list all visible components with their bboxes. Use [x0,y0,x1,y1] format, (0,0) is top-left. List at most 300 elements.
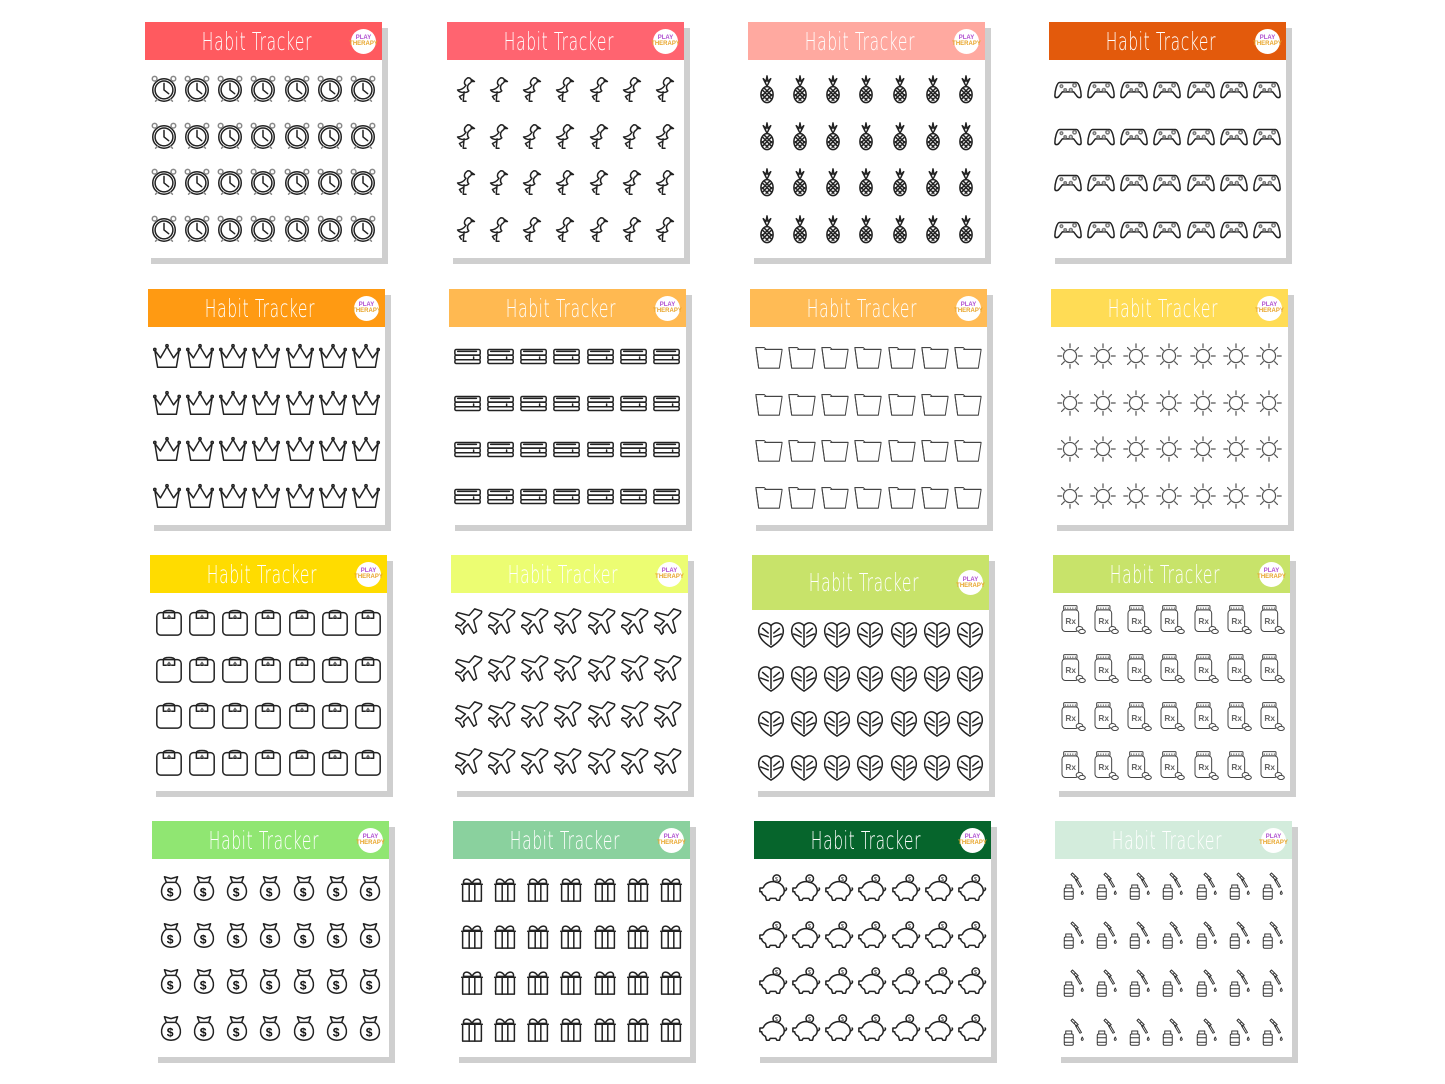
crown-icon [152,481,182,511]
sun-icon [1154,481,1184,511]
gift-icon [556,920,586,950]
pineapple-icon [851,214,881,244]
icon-grid [1053,333,1286,519]
svg-text:$: $ [974,970,978,977]
piggy-bank-icon [758,873,788,903]
airplane-icon [654,747,684,777]
dropper-bottle-icon [1225,967,1255,997]
gift-icon [590,920,620,950]
monstera-leaf-icon [922,708,952,738]
pineapple-icon [818,167,848,197]
airplane-icon [654,654,684,684]
crown-icon [185,434,215,464]
monstera-leaf-icon [955,619,985,649]
money-bag-icon [222,873,252,903]
pill-bottle-icon [1090,653,1120,683]
alarm-clock-icon [215,167,245,197]
folder-icon [887,434,917,464]
sheet-title: Habit Tracker [1107,293,1218,323]
svg-text:$: $ [807,970,811,977]
folder-icon [787,481,817,511]
svg-text:Rx: Rx [1098,761,1109,772]
monstera-leaf-icon [889,663,919,693]
monstera-leaf-icon [922,663,952,693]
play-therapy-logo: PLAY THERAPY [354,296,379,321]
folder-icon [754,481,784,511]
game-controller-icon [1252,121,1282,151]
airplane-icon [488,700,518,730]
pill-bottle-icon [1090,750,1120,780]
crown-icon [218,341,248,371]
svg-text:$: $ [232,885,240,900]
svg-text:Rx: Rx [1164,664,1176,675]
crown-icon [285,481,315,511]
airplane-icon [521,654,551,684]
sheet-header [447,22,684,60]
svg-text:$: $ [874,970,878,977]
gift-icon [656,920,686,950]
pill-bottle-icon [1090,701,1120,731]
svg-text:Rx: Rx [1131,664,1143,675]
game-controller-icon [1186,214,1216,244]
dropper-bottle-icon [1092,870,1122,900]
folder-icon [953,434,983,464]
sun-icon [1254,341,1284,371]
icon-grid [451,333,684,519]
scale-icon [220,700,250,730]
money-bag-icon [189,1013,219,1043]
folder-icon [754,341,784,371]
svg-text:$: $ [366,978,373,993]
svg-text:Rx: Rx [1064,713,1076,724]
flamingo-icon [484,74,514,104]
pineapple-icon [851,167,881,197]
game-controller-icon [1186,121,1216,151]
play-therapy-logo: PLAY THERAPY [358,828,383,853]
books-icon [586,341,616,371]
svg-text:$: $ [166,932,174,947]
flamingo-icon [451,74,481,104]
money-bag-icon [156,1013,186,1043]
scale-icon [253,607,283,637]
monstera-leaf-icon [822,752,852,782]
pineapple-icon [752,74,782,104]
dropper-bottle-icon [1192,967,1222,997]
piggy-bank-icon [891,1013,921,1043]
sun-icon [1188,341,1218,371]
folder-icon [787,434,817,464]
scale-icon [353,607,383,637]
sheet-header [150,555,387,593]
pill-bottle-icon [1190,701,1220,731]
play-therapy-logo: PLAY THERAPY [1259,562,1284,587]
piggy-bank-icon [957,1013,987,1043]
gift-icon [523,966,553,996]
airplane-icon [488,747,518,777]
dropper-bottle-icon [1158,967,1188,997]
alarm-clock-icon [149,74,179,104]
monstera-leaf-icon [955,663,985,693]
play-therapy-logo: PLAY THERAPY [351,29,376,54]
gift-icon [523,873,553,903]
scale-icon [154,607,184,637]
sheet-header [754,821,991,859]
svg-text:$: $ [266,978,274,993]
game-controller-icon [1152,74,1182,104]
piggy-bank-icon [791,1013,821,1043]
svg-text:$: $ [232,932,240,947]
sheet-header [1055,821,1292,859]
alarm-clock-icon [315,214,345,244]
dropper-bottle-icon [1225,870,1255,900]
alarm-clock-icon [348,74,378,104]
pill-bottle-icon [1223,653,1253,683]
books-icon [652,481,682,511]
pineapple-icon [951,74,981,104]
folder-icon [953,481,983,511]
icon-grid [453,599,686,785]
svg-text:$: $ [266,932,274,947]
piggy-bank-icon [824,1013,854,1043]
flamingo-icon [617,121,647,151]
monstera-leaf-icon [789,663,819,693]
monstera-leaf-icon [889,752,919,782]
sun-icon [1254,388,1284,418]
scale-icon [320,654,350,684]
svg-text:Rx: Rx [1064,664,1076,675]
folder-icon [887,481,917,511]
flamingo-icon [484,167,514,197]
pineapple-icon [752,214,782,244]
money-bag-icon [189,920,219,950]
folder-icon [754,388,784,418]
svg-text:$: $ [332,932,340,947]
folder-icon [920,388,950,418]
gift-icon [590,873,620,903]
books-icon [519,341,549,371]
folder-icon [820,481,850,511]
flamingo-icon [451,214,481,244]
svg-text:Rx: Rx [1131,761,1143,772]
sheet-header [1049,22,1286,60]
books-icon [519,434,549,464]
folder-icon [820,434,850,464]
pill-bottle-icon [1190,750,1220,780]
sheet-title: Habit Tracker [503,26,614,56]
scale-icon [154,700,184,730]
sun-icon [1088,481,1118,511]
alarm-clock-icon [182,167,212,197]
pineapple-icon [951,121,981,151]
game-controller-icon [1053,167,1083,197]
svg-text:Rx: Rx [1264,664,1276,675]
folder-icon [787,388,817,418]
alarm-clock-icon [348,214,378,244]
airplane-icon [521,700,551,730]
money-bag-icon [322,873,352,903]
scale-icon [353,700,383,730]
svg-text:$: $ [266,1025,274,1040]
svg-text:$: $ [299,978,307,993]
svg-text:$: $ [907,970,911,977]
alarm-clock-icon [348,167,378,197]
pineapple-icon [785,121,815,151]
game-controller-icon [1186,74,1216,104]
monstera-leaf-icon [789,708,819,738]
monstera-leaf-icon [855,619,885,649]
play-therapy-logo: PLAY THERAPY [657,562,682,587]
gift-icon [623,920,653,950]
scale-icon [353,747,383,777]
game-controller-icon [1119,214,1149,244]
icon-grid [154,865,387,1051]
game-controller-icon [1152,167,1182,197]
money-bag-icon [156,873,186,903]
pineapple-icon [752,121,782,151]
pill-bottle-icon [1223,750,1253,780]
sticker-sheet-books [449,289,686,525]
scale-icon [187,700,217,730]
sun-icon [1121,434,1151,464]
money-bag-icon [355,1013,385,1043]
svg-text:$: $ [841,877,845,884]
sheet-header [748,22,985,60]
sheet-title: Habit Tracker [804,26,915,56]
icon-grid [147,66,380,252]
dropper-bottle-icon [1258,1016,1288,1046]
crown-icon [318,388,348,418]
game-controller-icon [1186,167,1216,197]
dropper-bottle-icon [1258,919,1288,949]
game-controller-icon [1252,74,1282,104]
books-icon [519,481,549,511]
sun-icon [1055,434,1085,464]
piggy-bank-icon [791,966,821,996]
money-bag-icon [222,966,252,996]
alarm-clock-icon [215,214,245,244]
play-therapy-logo: PLAY THERAPY [1255,29,1280,54]
svg-text:$: $ [774,877,778,884]
gift-icon [623,966,653,996]
folder-icon [853,434,883,464]
monstera-leaf-icon [889,708,919,738]
dropper-bottle-icon [1192,919,1222,949]
pineapple-icon [885,214,915,244]
sheet-title: Habit Tracker [505,293,616,323]
crown-icon [351,341,381,371]
svg-text:$: $ [940,923,945,930]
crown-icon [285,434,315,464]
svg-text:Rx: Rx [1164,713,1176,724]
monstera-leaf-icon [756,752,786,782]
sheet-title: Habit Tracker [810,825,921,855]
scale-icon [187,747,217,777]
flamingo-icon [550,121,580,151]
books-icon [453,481,483,511]
crown-icon [285,388,315,418]
svg-text:Rx: Rx [1264,616,1276,627]
folder-icon [920,481,950,511]
dropper-bottle-icon [1258,870,1288,900]
piggy-bank-icon [824,920,854,950]
piggy-bank-icon [758,966,788,996]
pineapple-icon [818,74,848,104]
game-controller-icon [1119,167,1149,197]
scale-icon [253,700,283,730]
books-icon [652,434,682,464]
crown-icon [218,388,248,418]
alarm-clock-icon [215,74,245,104]
pineapple-icon [951,167,981,197]
monstera-leaf-icon [855,708,885,738]
flamingo-icon [451,167,481,197]
crown-icon [185,341,215,371]
alarm-clock-icon [182,121,212,151]
svg-text:$: $ [974,1016,978,1023]
sun-icon [1055,388,1085,418]
svg-text:Rx: Rx [1198,664,1209,675]
flamingo-icon [650,214,680,244]
sheet-title: Habit Tracker [806,293,917,323]
sheet-title: Habit Tracker [208,825,319,855]
sticker-sheet-folder [750,289,987,525]
airplane-icon [588,607,618,637]
airplane-icon [654,607,684,637]
books-icon [453,388,483,418]
game-controller-icon [1119,121,1149,151]
game-controller-icon [1219,121,1249,151]
folder-icon [754,434,784,464]
flamingo-icon [550,167,580,197]
flamingo-icon [484,121,514,151]
books-icon [552,341,582,371]
sun-icon [1088,434,1118,464]
scale-icon [253,747,283,777]
piggy-bank-icon [924,873,954,903]
gift-icon [457,920,487,950]
pill-bottle-icon [1156,750,1186,780]
crown-icon [152,341,182,371]
sticker-sheet-money-bag [152,821,389,1057]
sticker-sheet-monstera [752,555,989,791]
dropper-bottle-icon [1092,967,1122,997]
piggy-bank-icon [891,920,921,950]
monstera-leaf-icon [822,708,852,738]
alarm-clock-icon [348,121,378,151]
pill-bottle-icon [1090,604,1120,634]
game-controller-icon [1086,167,1116,197]
gift-icon [523,920,553,950]
scale-icon [187,607,217,637]
airplane-icon [455,700,485,730]
sheet-title: Habit Tracker [1111,825,1222,855]
money-bag-icon [322,966,352,996]
svg-text:$: $ [907,877,911,884]
piggy-bank-icon [924,966,954,996]
folder-icon [787,341,817,371]
sticker-sheet-flamingo [447,22,684,258]
game-controller-icon [1053,214,1083,244]
money-bag-icon [255,873,285,903]
books-icon [586,434,616,464]
sun-icon [1188,434,1218,464]
sun-icon [1055,341,1085,371]
svg-text:$: $ [940,970,945,977]
scale-icon [187,654,217,684]
gift-icon [556,966,586,996]
monstera-leaf-icon [922,619,952,649]
sheet-title: Habit Tracker [1109,559,1220,589]
piggy-bank-icon [824,873,854,903]
game-controller-icon [1152,214,1182,244]
sun-icon [1254,481,1284,511]
gift-icon [556,873,586,903]
books-icon [619,388,649,418]
scale-icon [320,747,350,777]
pineapple-icon [918,214,948,244]
svg-text:$: $ [366,1025,373,1040]
icon-grid [1057,861,1290,1055]
play-therapy-logo: PLAY THERAPY [956,296,981,321]
books-icon [652,341,682,371]
svg-text:$: $ [940,877,945,884]
pineapple-icon [818,121,848,151]
monstera-leaf-icon [822,619,852,649]
books-icon [619,341,649,371]
pineapple-icon [851,121,881,151]
airplane-icon [521,607,551,637]
alarm-clock-icon [215,121,245,151]
flamingo-icon [517,121,547,151]
dropper-bottle-icon [1192,1016,1222,1046]
play-therapy-logo: PLAY THERAPY [1261,828,1286,853]
svg-text:$: $ [332,1025,340,1040]
alarm-clock-icon [315,167,345,197]
pill-bottle-icon [1156,653,1186,683]
sticker-sheet-pill-bottle [1053,555,1290,791]
sheet-header [750,289,987,327]
sun-icon [1221,481,1251,511]
airplane-icon [488,654,518,684]
flamingo-icon [584,167,614,197]
pill-bottle-icon [1256,604,1286,634]
money-bag-icon [289,1013,319,1043]
alarm-clock-icon [182,74,212,104]
folder-icon [820,341,850,371]
gift-icon [523,1013,553,1043]
flamingo-icon [650,167,680,197]
sun-icon [1188,481,1218,511]
crown-icon [218,434,248,464]
pill-bottle-icon [1190,653,1220,683]
dropper-bottle-icon [1258,967,1288,997]
sheet-title: Habit Tracker [808,568,919,597]
game-controller-icon [1086,121,1116,151]
svg-text:$: $ [166,978,174,993]
money-bag-icon [355,920,385,950]
gift-icon [656,1013,686,1043]
sheet-header [148,289,385,327]
flamingo-icon [584,74,614,104]
dropper-bottle-icon [1059,967,1089,997]
icon-grid [449,66,682,252]
alarm-clock-icon [149,167,179,197]
svg-text:$: $ [166,1025,174,1040]
play-therapy-logo: PLAY THERAPY [1257,296,1282,321]
sheet-header [1053,555,1290,593]
sun-icon [1088,341,1118,371]
scale-icon [220,607,250,637]
